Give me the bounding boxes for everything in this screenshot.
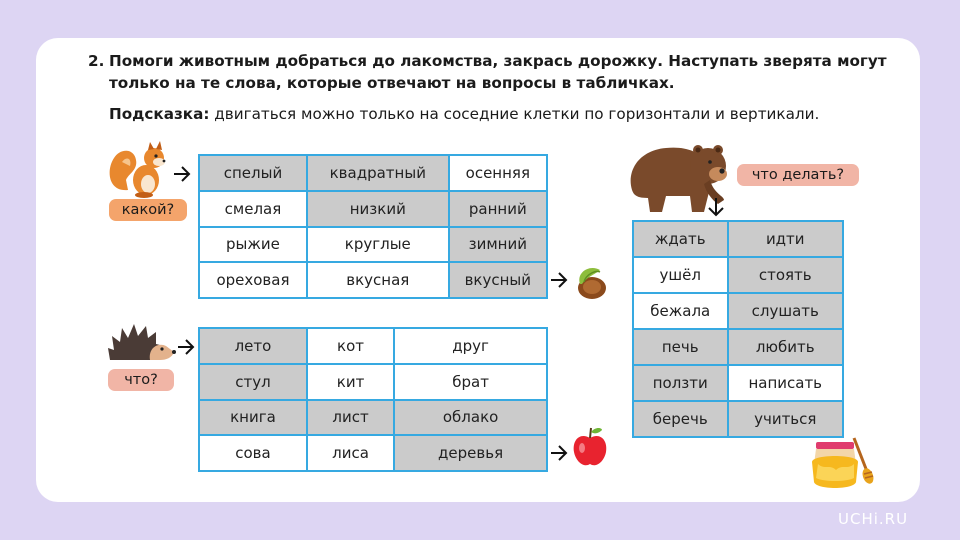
grid-cell[interactable]: лист	[308, 401, 393, 435]
hint-label: Подсказка:	[109, 105, 210, 123]
grid-cell[interactable]: облако	[395, 401, 546, 435]
grid-cell[interactable]: учиться	[729, 402, 843, 436]
grid-cell[interactable]: лето	[200, 329, 306, 363]
uchi-ru-logo: UCHi.RU	[838, 510, 909, 528]
grid-cell[interactable]: смелая	[200, 192, 306, 226]
squirrel-word-grid	[198, 154, 548, 299]
grid-cell[interactable]: идти	[729, 222, 843, 256]
grid-cell[interactable]: друг	[395, 329, 546, 363]
grid-cell[interactable]: печь	[634, 330, 727, 364]
grid-cell[interactable]: ушёл	[634, 258, 727, 292]
hedgehog-word-grid	[198, 327, 548, 472]
grid-cell[interactable]: сова	[200, 436, 306, 470]
grid-cell[interactable]: зимний	[450, 228, 546, 262]
arrow-right-icon	[549, 270, 569, 290]
grid-cell[interactable]: деревья	[395, 436, 546, 470]
grid-cell[interactable]: низкий	[308, 192, 448, 226]
arrow-right-icon	[176, 337, 196, 357]
hazelnut-icon	[570, 262, 610, 300]
grid-cell[interactable]: кот	[308, 329, 393, 363]
grid-cell[interactable]: стоять	[729, 258, 843, 292]
grid-cell[interactable]: брат	[395, 365, 546, 399]
grid-cell[interactable]: книга	[200, 401, 306, 435]
grid-cell[interactable]: слушать	[729, 294, 843, 328]
grid-cell[interactable]: квадратный	[308, 156, 448, 190]
hedgehog-image	[106, 320, 176, 366]
arrow-down-icon	[706, 196, 726, 218]
grid-cell[interactable]: ползти	[634, 366, 727, 400]
grid-cell[interactable]: рыжие	[200, 228, 306, 262]
hint-text: двигаться можно только на соседние клетки по горизонтали и вертикали.	[209, 105, 820, 123]
grid-cell[interactable]: стул	[200, 365, 306, 399]
apple-icon	[570, 424, 610, 468]
arrow-right-icon	[549, 443, 569, 463]
grid-cell[interactable]: спелый	[200, 156, 306, 190]
grid-cell[interactable]: ореховая	[200, 263, 306, 297]
arrow-right-icon	[172, 164, 192, 184]
task-number: 2.	[88, 52, 105, 70]
grid-cell[interactable]: круглые	[308, 228, 448, 262]
grid-cell[interactable]: лиса	[308, 436, 393, 470]
grid-cell[interactable]: беречь	[634, 402, 727, 436]
hint	[109, 105, 819, 123]
grid-cell[interactable]: вкусная	[308, 263, 448, 297]
task-text: Помоги животным добраться до лакомства, закрась дорожку. Наступать зверята могут только на те слова, которые отвечают на вопросы в табличках.	[109, 52, 887, 92]
honey-jar-icon	[810, 434, 876, 492]
question-badge-bear: что делать?	[737, 164, 859, 186]
question-badge-squirrel: какой?	[109, 199, 187, 221]
question-badge-hedgehog: что?	[108, 369, 174, 391]
grid-cell[interactable]: бежала	[634, 294, 727, 328]
grid-cell[interactable]: осенняя	[450, 156, 546, 190]
grid-cell[interactable]: ранний	[450, 192, 546, 226]
grid-cell[interactable]: любить	[729, 330, 843, 364]
grid-cell[interactable]: кит	[308, 365, 393, 399]
grid-cell[interactable]: вкусный	[450, 263, 546, 297]
grid-cell[interactable]: написать	[729, 366, 843, 400]
squirrel-image	[106, 140, 170, 198]
bear-word-grid	[632, 220, 844, 438]
grid-cell[interactable]: ждать	[634, 222, 727, 256]
